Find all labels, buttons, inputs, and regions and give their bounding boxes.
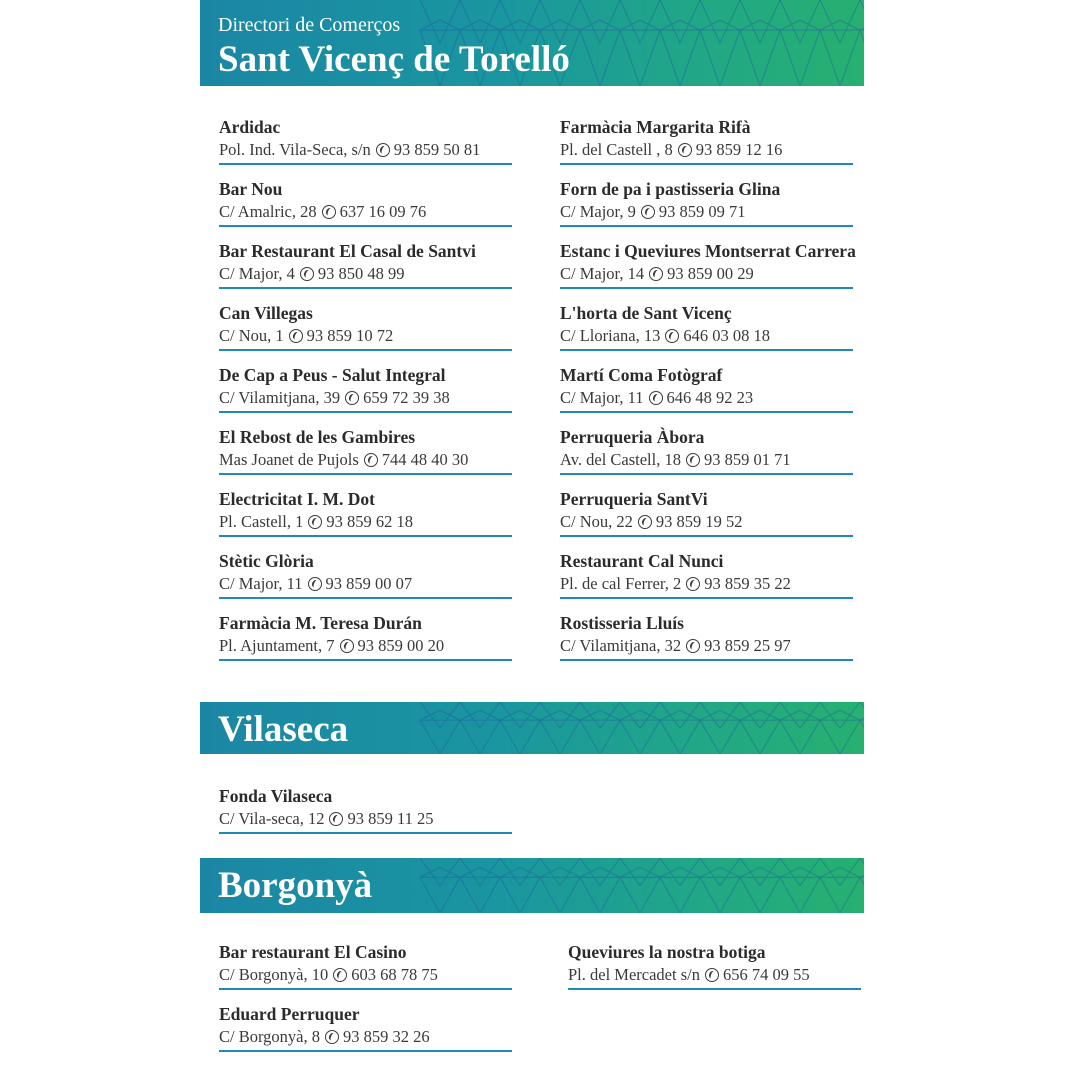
entry-divider — [219, 988, 512, 990]
diamond-shape — [780, 858, 820, 913]
business-address: C/ Major, 11 — [560, 388, 644, 407]
entry-divider — [219, 597, 512, 599]
business-phone: 93 859 10 72 — [306, 326, 394, 345]
business-address: C/ Major, 14 — [560, 264, 645, 283]
phone-icon — [649, 267, 663, 281]
business-contact — [219, 1027, 430, 1047]
diamond-shape — [500, 858, 540, 913]
phone-icon — [340, 639, 354, 653]
diamond-shape — [540, 858, 580, 913]
phone-icon — [325, 1030, 339, 1044]
diamond-shape — [420, 858, 460, 913]
directory-entry — [219, 179, 512, 241]
directory-entry — [219, 365, 512, 427]
business-phone: 637 16 09 76 — [339, 202, 427, 221]
business-phone: 744 48 40 30 — [381, 450, 469, 469]
phone-icon — [333, 968, 347, 982]
business-name: Queviures la nostra botiga — [568, 942, 766, 962]
business-name: Farmàcia M. Teresa Durán — [219, 613, 422, 633]
diamond-shape — [700, 702, 740, 754]
business-phone: 93 859 62 18 — [326, 512, 413, 531]
business-address: C/ Major, 4 — [219, 264, 295, 283]
directory-subtitle: Directori de Comerços — [218, 14, 401, 36]
entry-divider — [219, 349, 512, 351]
business-name: L'horta de Sant Vicenç — [560, 303, 732, 323]
borgonya-right-column — [568, 942, 861, 1004]
entry-divider — [560, 287, 853, 289]
business-phone: 93 859 25 97 — [704, 636, 791, 655]
diamond-shape — [820, 0, 860, 86]
business-contact — [568, 965, 810, 985]
entry-divider — [219, 832, 512, 834]
entry-divider — [560, 473, 853, 475]
directory-entry — [219, 786, 512, 848]
business-phone: 93 859 00 29 — [667, 264, 754, 283]
directory-entry — [219, 117, 512, 179]
directory-entry — [560, 613, 853, 675]
business-phone: 659 72 39 38 — [363, 388, 450, 407]
directory-entry — [219, 613, 512, 675]
diamond-shape — [500, 702, 540, 754]
business-address: Mas Joanet de Pujols — [219, 450, 359, 469]
business-address: Pl. del Castell , 8 — [560, 140, 673, 159]
directory-entry — [560, 427, 853, 489]
phone-icon — [686, 639, 700, 653]
business-address: C/ Major, 9 — [560, 202, 636, 221]
business-address: C/ Vilamitjana, 32 — [560, 636, 682, 655]
phone-icon — [322, 205, 336, 219]
directory-entry — [219, 1004, 512, 1066]
phone-icon — [641, 205, 655, 219]
business-name: Bar restaurant El Casino — [219, 942, 407, 962]
section-title-vilaseca: Vilaseca — [218, 709, 349, 750]
business-phone: 93 859 35 22 — [704, 574, 791, 593]
business-contact — [560, 512, 743, 532]
business-contact — [219, 326, 393, 346]
business-address: C/ Major, 11 — [219, 574, 303, 593]
business-name: Perruqueria Àbora — [560, 427, 705, 447]
business-name: Stètic Glòria — [219, 551, 314, 571]
business-name: Bar Nou — [219, 179, 283, 199]
business-address: Av. del Castell, 18 — [560, 450, 681, 469]
phone-icon — [308, 577, 322, 591]
main-right-column — [560, 117, 856, 675]
diamond-shape — [740, 0, 780, 86]
diamond-shape — [460, 702, 500, 754]
phone-icon — [705, 968, 719, 982]
business-contact — [219, 636, 444, 656]
directory-entry — [560, 241, 856, 303]
diamond-shape — [620, 858, 660, 913]
diamond-shape — [580, 702, 620, 754]
directory-entry — [219, 427, 512, 489]
directory-entry — [219, 489, 512, 551]
phone-icon — [364, 453, 378, 467]
business-name: Ardidac — [219, 117, 281, 137]
borgonya-left-column — [219, 942, 512, 1066]
phone-icon — [289, 329, 303, 343]
page-title: Sant Vicenç de Torelló — [218, 39, 570, 80]
diamond-shape — [540, 702, 580, 754]
directory-entry — [219, 303, 512, 365]
business-contact — [219, 202, 426, 222]
phone-icon — [300, 267, 314, 281]
directory-entry — [219, 241, 512, 303]
diamond-shape — [820, 702, 860, 754]
entry-divider — [219, 1050, 512, 1052]
directory-entry — [219, 551, 512, 613]
business-address: Pol. Ind. Vila-Seca, s/n — [219, 140, 371, 159]
phone-icon — [686, 453, 700, 467]
diamond-shape — [700, 858, 740, 913]
business-phone: 93 850 48 99 — [317, 264, 405, 283]
entry-divider — [219, 473, 512, 475]
directory-entry — [568, 942, 861, 1004]
diamond-shape — [820, 858, 860, 913]
diamond-shape — [660, 858, 700, 913]
diamond-shape — [860, 858, 864, 913]
business-address: C/ Vilamitjana, 39 — [219, 388, 341, 407]
diamond-shape — [580, 858, 620, 913]
business-name: Eduard Perruquer — [219, 1004, 360, 1024]
phone-icon — [345, 391, 359, 405]
business-address: C/ Lloriana, 13 — [560, 326, 661, 345]
diamond-shape — [620, 0, 660, 86]
diamond-shape — [420, 702, 460, 754]
directory-entry — [560, 365, 853, 427]
business-name: Perruqueria SantVi — [560, 489, 708, 509]
business-address: Pl. de cal Ferrer, 2 — [560, 574, 682, 593]
business-address: C/ Borgonyà, 10 — [219, 965, 329, 984]
business-phone: 93 859 09 71 — [658, 202, 746, 221]
section-title-borgonya: Borgonyà — [218, 865, 373, 906]
entry-divider — [219, 411, 512, 413]
business-contact — [560, 636, 791, 656]
phone-icon — [329, 812, 343, 826]
business-contact — [219, 388, 450, 408]
business-name: Electricitat I. M. Dot — [219, 489, 375, 509]
business-name: Fonda Vilaseca — [219, 786, 333, 806]
business-name: Forn de pa i pastisseria Glina — [560, 179, 781, 199]
entry-divider — [560, 597, 853, 599]
business-contact — [219, 574, 412, 594]
business-name: Rostisseria Lluís — [560, 613, 684, 633]
business-address: C/ Nou, 22 — [560, 512, 633, 531]
entry-divider — [560, 225, 853, 227]
entry-divider — [219, 287, 512, 289]
diamond-shape — [740, 702, 780, 754]
business-name: Restaurant Cal Nunci — [560, 551, 724, 571]
main-left-column — [219, 117, 512, 675]
business-phone: 603 68 78 75 — [351, 965, 438, 984]
header-banner — [200, 0, 864, 86]
directory-entry — [219, 942, 512, 1004]
diamond-shape — [780, 0, 820, 86]
business-name: De Cap a Peus - Salut Integral — [219, 365, 446, 385]
business-address: C/ Vila-seca, 12 — [219, 809, 325, 828]
business-contact — [219, 809, 434, 829]
business-contact — [219, 965, 438, 985]
phone-icon — [665, 329, 679, 343]
phone-icon — [678, 143, 692, 157]
business-address: C/ Nou, 1 — [219, 326, 284, 345]
business-phone: 93 859 12 16 — [695, 140, 783, 159]
business-contact — [560, 202, 746, 222]
phone-icon — [638, 515, 652, 529]
entry-divider — [219, 225, 512, 227]
directory-entry — [560, 489, 853, 551]
borgonya-banner — [200, 858, 864, 913]
directory-entry — [560, 117, 853, 179]
diamond-shape — [580, 0, 620, 86]
phone-icon — [649, 391, 663, 405]
business-name: Estanc i Queviures Montserrat Carrera — [560, 241, 856, 261]
directory-entry — [560, 179, 853, 241]
business-phone: 93 859 32 26 — [343, 1027, 430, 1046]
business-contact — [219, 264, 405, 284]
diamond-shape — [660, 702, 700, 754]
diamond-shape — [620, 702, 660, 754]
diamond-shape — [740, 858, 780, 913]
business-name: Bar Restaurant El Casal de Santvi — [219, 241, 476, 261]
entry-divider — [219, 659, 512, 661]
business-name: Can Villegas — [219, 303, 313, 323]
business-contact — [219, 512, 413, 532]
business-phone: 646 48 92 23 — [666, 388, 754, 407]
business-phone: 93 859 00 07 — [325, 574, 413, 593]
entry-divider — [568, 988, 861, 990]
business-contact — [560, 574, 791, 594]
entry-divider — [560, 659, 853, 661]
business-phone: 93 859 01 71 — [703, 450, 791, 469]
business-phone: 93 859 00 20 — [357, 636, 445, 655]
business-phone: 93 859 11 25 — [347, 809, 434, 828]
business-contact — [219, 140, 480, 160]
entry-divider — [560, 349, 853, 351]
business-contact — [560, 140, 782, 160]
business-phone: 93 859 50 81 — [393, 140, 481, 159]
business-contact — [560, 450, 791, 470]
entry-divider — [560, 411, 853, 413]
diamond-shape — [660, 0, 700, 86]
vilaseca-banner — [200, 702, 864, 754]
business-contact — [219, 450, 468, 470]
entry-divider — [219, 535, 512, 537]
business-phone: 646 03 08 18 — [683, 326, 770, 345]
business-address: C/ Borgonyà, 8 — [219, 1027, 320, 1046]
business-address: C/ Amalric, 28 — [219, 202, 317, 221]
phone-icon — [308, 515, 322, 529]
business-name: Martí Coma Fotògraf — [560, 365, 723, 385]
diamond-shape — [700, 0, 740, 86]
vilaseca-column — [219, 786, 512, 848]
business-address: Pl. Castell, 1 — [219, 512, 304, 531]
diamond-shape — [860, 702, 864, 754]
business-phone: 93 859 19 52 — [655, 512, 743, 531]
business-name: Farmàcia Margarita Rifà — [560, 117, 751, 137]
business-name: El Rebost de les Gambires — [219, 427, 416, 447]
phone-icon — [376, 143, 390, 157]
diamond-shape — [860, 0, 864, 86]
directory-entry — [560, 303, 853, 365]
diamond-shape — [460, 858, 500, 913]
diamond-shape — [780, 702, 820, 754]
entry-divider — [560, 163, 853, 165]
business-contact — [560, 264, 754, 284]
business-contact — [560, 388, 753, 408]
entry-divider — [560, 535, 853, 537]
entry-divider — [219, 163, 512, 165]
directory-entry — [560, 551, 853, 613]
business-phone: 656 74 09 55 — [722, 965, 810, 984]
business-address: Pl. Ajuntament, 7 — [219, 636, 335, 655]
business-address: Pl. del Mercadet s/n — [568, 965, 700, 984]
phone-icon — [686, 577, 700, 591]
business-contact — [560, 326, 770, 346]
